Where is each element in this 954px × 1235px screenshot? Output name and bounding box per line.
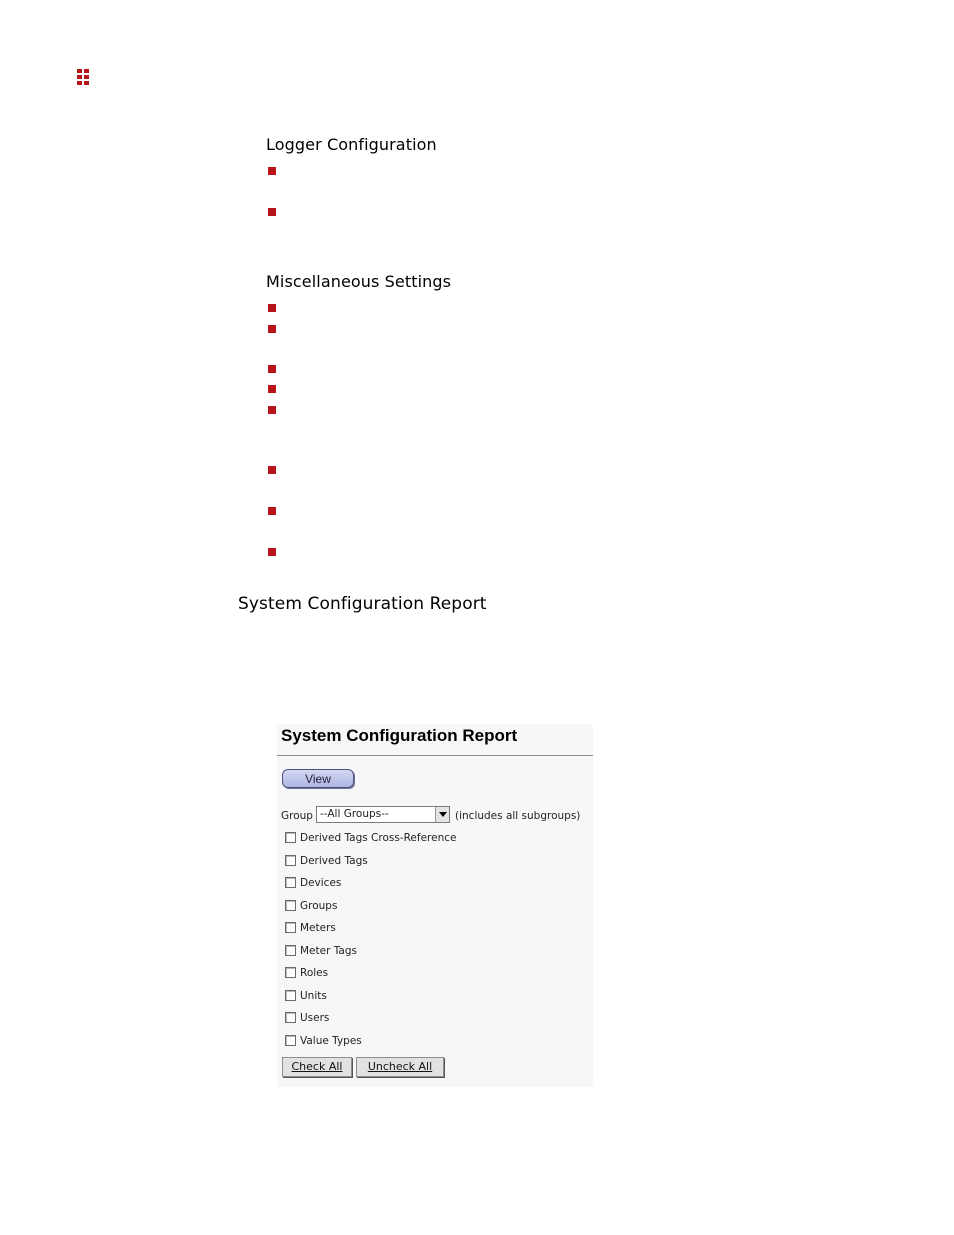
brand-mark-icon [77,69,89,85]
system-configuration-report-panel [277,724,593,1087]
uncheck-all-button[interactable]: Uncheck All [356,1057,444,1077]
checkbox-label: Groups [300,899,338,912]
section-heading: System Configuration Report [238,594,487,614]
bullet-icon [268,167,276,175]
checkbox[interactable] [285,1012,296,1023]
checkbox-label: Roles [300,967,329,979]
checkbox[interactable] [285,990,296,1001]
bullet-icon [268,406,276,414]
checkbox-label: Users [300,1012,330,1024]
checkbox[interactable] [285,832,296,843]
group-label: Group [281,810,313,822]
bullet-icon [268,385,276,393]
group-select[interactable] [316,806,450,823]
view-button[interactable]: View [282,769,354,788]
checkbox[interactable] [285,922,296,933]
logger-configuration-heading: Logger Configuration [266,135,437,154]
bullet-icon [268,304,276,312]
checkbox-label: Derived Tags Cross-Reference [300,832,457,844]
bullet-icon [268,325,276,333]
checkbox-label: Meter Tags [300,944,357,957]
panel-title: System Configuration Report [281,726,518,745]
checkbox[interactable] [285,945,296,956]
group-select-value: --All Groups-- [320,808,389,820]
checkbox[interactable] [285,900,296,911]
bullet-icon [268,466,276,474]
check-all-button[interactable]: Check All [282,1057,352,1077]
group-note: (includes all subgroups) [455,810,581,822]
checkbox-label: Derived Tags [300,854,368,867]
checkbox-label: Value Types [300,1034,362,1047]
checkbox-label: Devices [300,877,342,889]
bullet-icon [268,365,276,373]
bullet-icon [268,507,276,515]
divider [277,755,593,756]
checkbox-label: Meters [300,922,336,934]
checkbox-label: Units [300,989,327,1002]
checkbox[interactable] [285,877,296,888]
bullet-icon [268,208,276,216]
checkbox[interactable] [285,1035,296,1046]
miscellaneous-settings-heading: Miscellaneous Settings [266,272,452,291]
chevron-down-icon[interactable] [435,807,449,822]
bullet-icon [268,548,276,556]
checkbox[interactable] [285,967,296,978]
checkbox[interactable] [285,855,296,866]
